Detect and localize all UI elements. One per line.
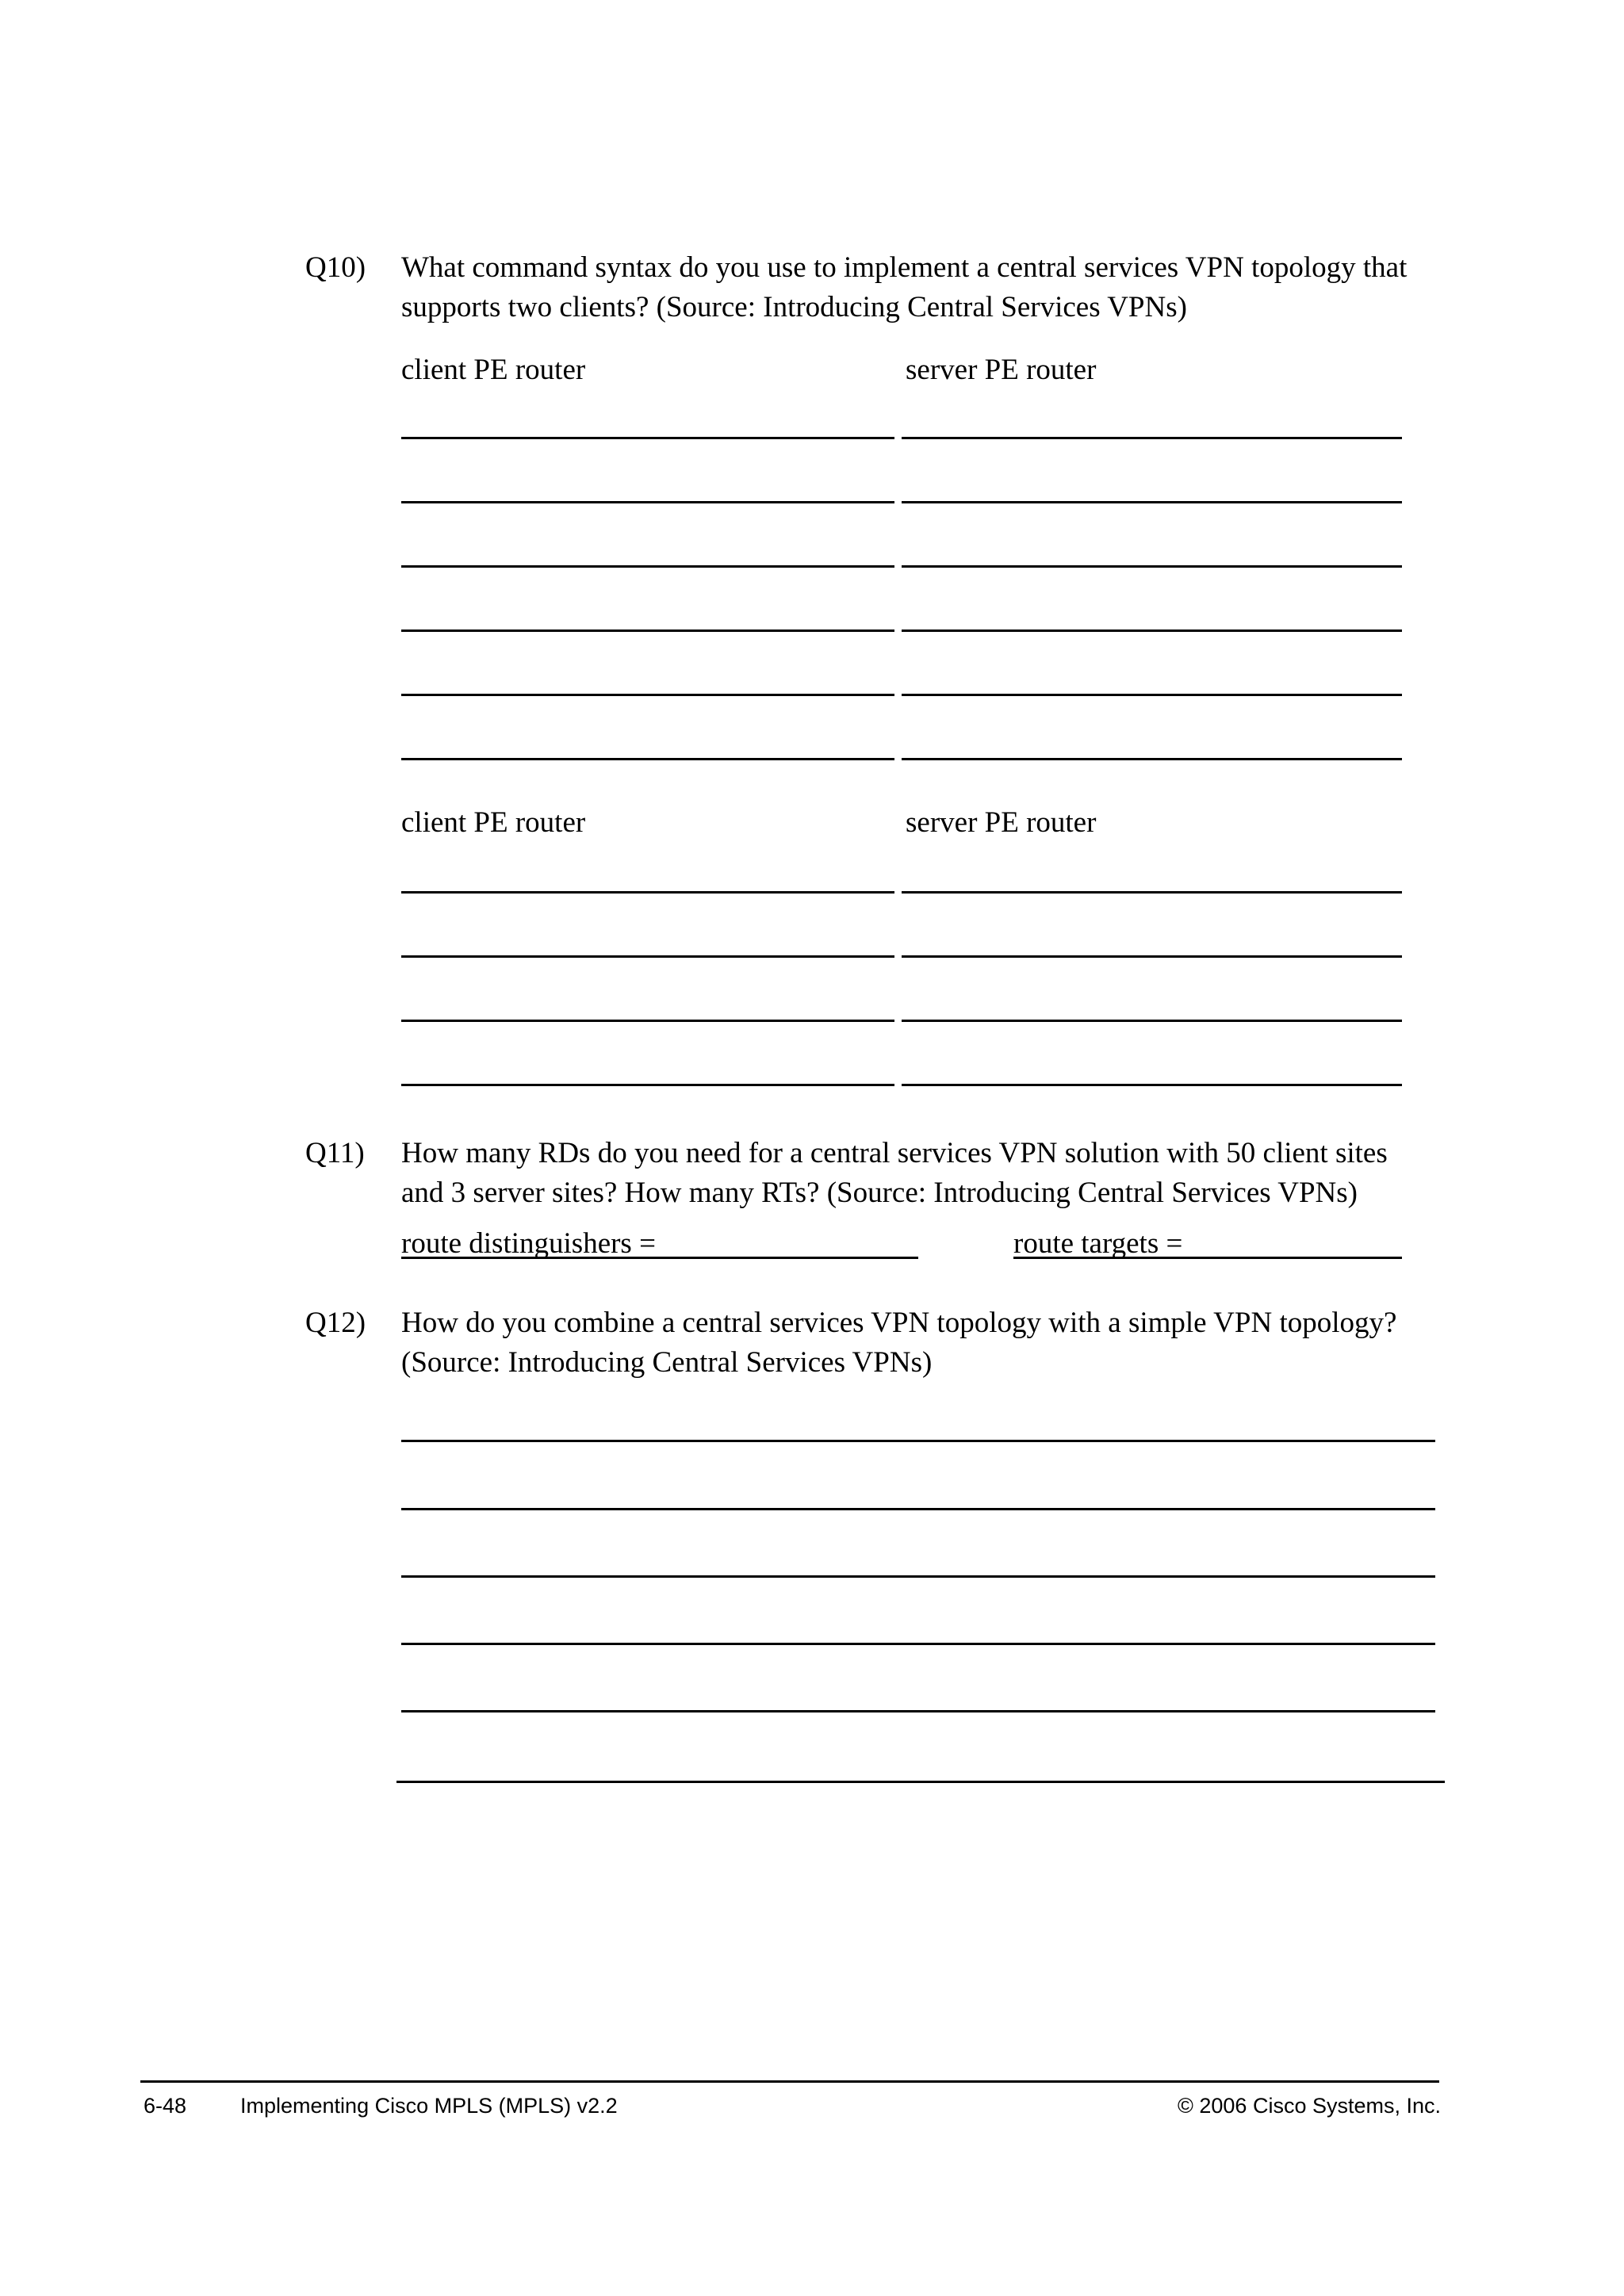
question-text-line: How many RDs do you need for a central services VPN solution with 50 client sites	[401, 1137, 1388, 1169]
copyright: © 2006 Cisco Systems, Inc.	[1177, 2094, 1441, 2118]
course-title: Implementing Cisco MPLS (MPLS) v2.2	[240, 2094, 618, 2118]
answer-line[interactable]	[401, 501, 894, 503]
answer-line[interactable]	[902, 501, 1402, 503]
question-text-line: (Source: Introducing Central Services VPNs)	[401, 1346, 933, 1379]
answer-line[interactable]	[902, 437, 1402, 439]
question-text-line: and 3 server sites? How many RTs? (Source: Introducing Central Services VPNs)	[401, 1177, 1358, 1209]
answer-line[interactable]	[401, 1508, 1435, 1510]
answer-line[interactable]	[401, 955, 894, 958]
answer-line[interactable]	[396, 1781, 1445, 1783]
column-label-client: client PE router	[401, 354, 586, 386]
answer-line[interactable]	[902, 565, 1402, 568]
answer-line[interactable]	[902, 1020, 1402, 1022]
footer-divider	[140, 2080, 1439, 2083]
answer-line[interactable]	[401, 437, 894, 439]
answer-line[interactable]	[902, 694, 1402, 696]
answer-line[interactable]	[401, 758, 894, 760]
answer-line[interactable]	[902, 955, 1402, 958]
answer-line[interactable]	[401, 1440, 1435, 1442]
question-number: Q12)	[305, 1307, 366, 1339]
question-number: Q10)	[305, 251, 366, 284]
question-number: Q11)	[305, 1137, 365, 1169]
answer-line[interactable]	[401, 1084, 894, 1086]
column-label-server: server PE router	[906, 354, 1097, 386]
rd-answer-line[interactable]	[401, 1257, 918, 1259]
answer-line[interactable]	[401, 565, 894, 568]
question-text-line: supports two clients? (Source: Introducing Central Services VPNs)	[401, 291, 1187, 323]
answer-line[interactable]	[902, 1084, 1402, 1086]
answer-line[interactable]	[401, 1575, 1435, 1578]
answer-line[interactable]	[401, 694, 894, 696]
answer-line[interactable]	[401, 1020, 894, 1022]
answer-line[interactable]	[401, 891, 894, 894]
question-text-line: What command syntax do you use to implement a central services VPN topology that	[401, 251, 1408, 284]
rt-label: route targets =	[1013, 1227, 1183, 1260]
answer-line[interactable]	[401, 1710, 1435, 1712]
rd-label: route distinguishers =	[401, 1227, 656, 1260]
answer-line[interactable]	[902, 758, 1402, 760]
answer-line[interactable]	[401, 629, 894, 632]
page-number: 6-48	[144, 2094, 187, 2118]
question-text-line: How do you combine a central services VPN topology with a simple VPN topology?	[401, 1307, 1397, 1339]
answer-line[interactable]	[902, 891, 1402, 894]
answer-line[interactable]	[902, 629, 1402, 632]
rt-answer-line[interactable]	[1013, 1257, 1402, 1259]
column-label-client: client PE router	[401, 806, 586, 839]
column-label-server: server PE router	[906, 806, 1097, 839]
answer-line[interactable]	[401, 1643, 1435, 1645]
